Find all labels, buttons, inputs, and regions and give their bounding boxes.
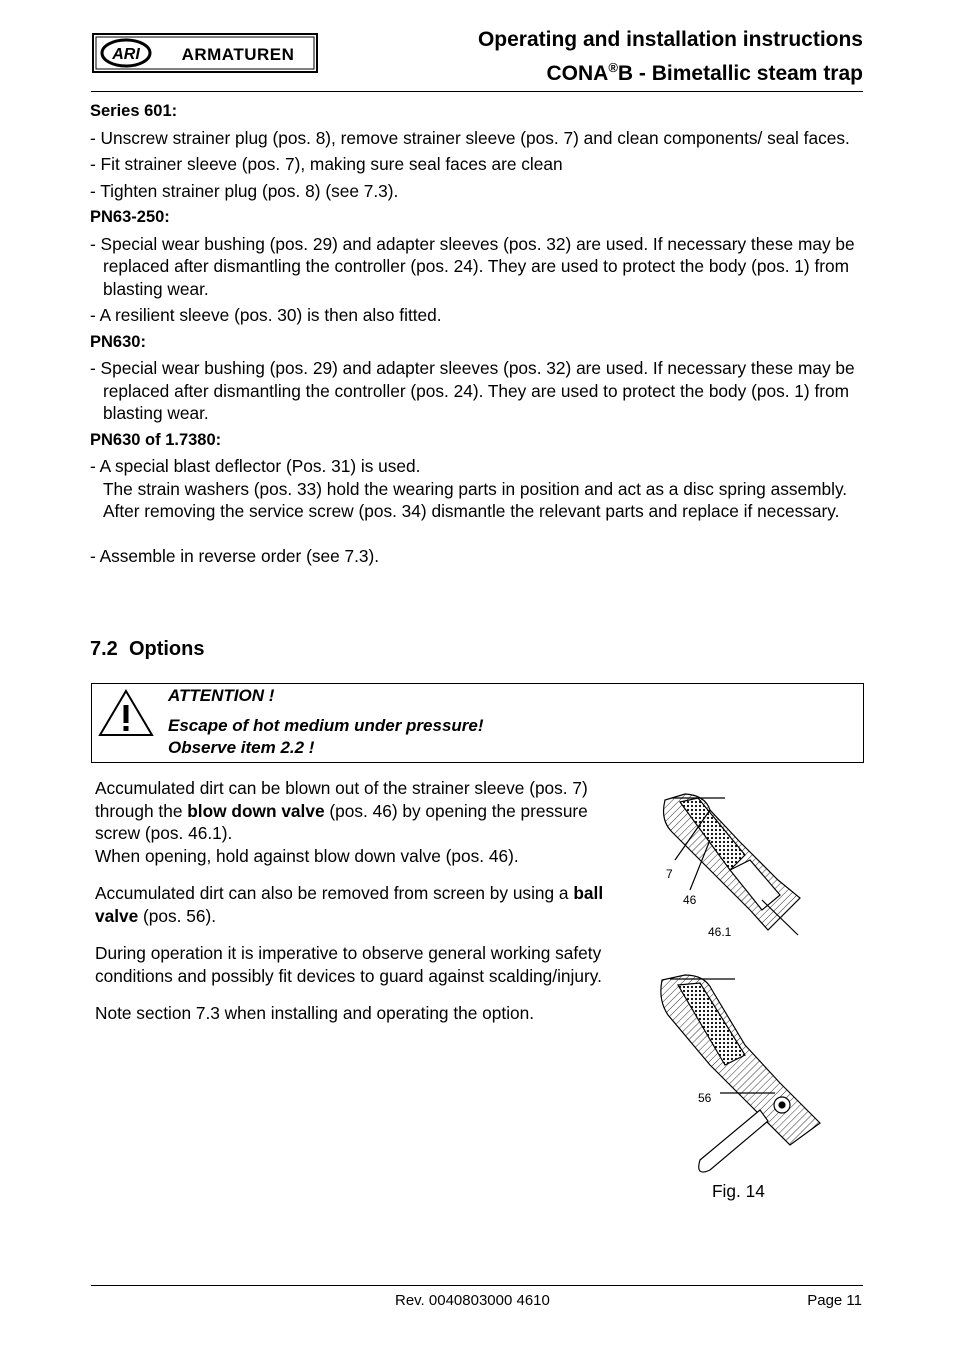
page-number: Page 11 <box>807 1292 862 1309</box>
pn630-17380-heading: PN630 of 1.7380: <box>90 430 222 449</box>
attention-box <box>91 683 864 763</box>
pn630-heading: PN630: <box>90 332 146 351</box>
text-run: (pos. 56). <box>138 905 217 926</box>
figure-caption: Fig. 14 <box>712 1181 765 1201</box>
section-number: 7.2 <box>90 638 118 660</box>
maintenance-content <box>90 97 865 571</box>
header-divider <box>91 91 863 92</box>
list-item: - Assemble in reverse order (see 7.3). <box>90 545 380 566</box>
section-heading <box>90 638 204 661</box>
text-run: Accumulated dirt can be blown out of the strainer sleeve (pos. 7) through the <box>95 778 588 821</box>
list-item: - Tighten strainer plug (pos. 8) (see 7.3). <box>90 180 399 201</box>
revision-number: Rev. 0040803000 4610 <box>395 1292 550 1309</box>
text-run: When opening, hold against blow down valve (pos. 46). <box>95 845 519 866</box>
title-line-1: Operating and installation instructions <box>477 28 863 51</box>
pn63-heading: PN63-250: <box>90 208 170 226</box>
paragraph-safety: During operation it is imperative to observe general working safety conditions and possibly fit devices to guard against scalding/injury. <box>95 943 602 986</box>
document-title <box>478 26 863 88</box>
blow-down-valve-drawing <box>650 780 820 945</box>
paragraph-ball-valve <box>95 882 620 927</box>
series-601-heading: Series 601: <box>90 102 178 120</box>
list-item: - Special wear bushing (pos. 29) and adapter sleeves (pos. 32) are used. If necessary these may be replaced after dismantling the controller (pos. 24). They are used to protect the body (pos. 1) from blasting wear. <box>90 233 855 299</box>
attention-reference: Observe item 2.2 ! <box>168 738 315 757</box>
warning-triangle-icon <box>97 688 155 738</box>
list-item-continuation: The strain washers (pos. 33) hold the wearing parts in position and act as a disc spring assembly. After removing the service screw (pos. 34) dismantle the relevant parts and replace if necessary. <box>103 478 848 521</box>
label-pos-46-1: 46.1 <box>708 925 732 939</box>
svg-text:ARI: ARI <box>112 46 140 63</box>
label-pos-7: 7 <box>666 867 673 881</box>
list-item: - A resilient sleeve (pos. 30) is then also fitted. <box>90 305 442 325</box>
text-run: Accumulated dirt can also be removed from screen by using a <box>95 883 574 903</box>
footer-divider <box>91 1285 863 1286</box>
title-product-suffix: B - Bimetallic steam trap <box>617 62 863 85</box>
title-product: CONA <box>546 62 609 85</box>
options-description <box>95 777 620 1040</box>
title-line-2 <box>478 54 863 88</box>
section-title: Options <box>128 638 205 660</box>
attention-heading: ATTENTION ! <box>168 686 275 705</box>
list-item: - Unscrew strainer plug (pos. 8), remove strainer sleeve (pos. 7) and clean components/ seal faces. <box>90 127 850 148</box>
paragraph-blow-down <box>95 777 620 867</box>
bold-term: blow down valve <box>187 800 325 821</box>
registered-mark: ® <box>608 60 618 75</box>
paragraph-note: Note section 7.3 when installing and operating the option. <box>95 1003 535 1023</box>
attention-warning: Escape of hot medium under pressure! <box>168 716 484 735</box>
list-item: - Special wear bushing (pos. 29) and adapter sleeves (pos. 32) are used. If necessary these may be replaced after dismantling the controller (pos. 24). They are used to protect the body (pos. 1) from blasting wear. <box>90 358 855 423</box>
svg-text:ARMATUREN: ARMATUREN <box>181 45 295 64</box>
list-item: - Fit strainer sleeve (pos. 7), making sure seal faces are clean <box>90 154 563 174</box>
list-item: - A special blast deflector (Pos. 31) is used. <box>90 456 421 476</box>
bold-term: ball valve <box>95 883 604 926</box>
ball-valve-drawing <box>650 965 835 1180</box>
ari-armaturen-logo <box>92 33 318 73</box>
label-pos-46: 46 <box>683 893 697 907</box>
attention-text <box>168 685 484 759</box>
label-pos-56: 56 <box>698 1091 712 1105</box>
text-run: (pos. 46) by opening the pressure screw (pos. 46.1). <box>95 800 588 843</box>
